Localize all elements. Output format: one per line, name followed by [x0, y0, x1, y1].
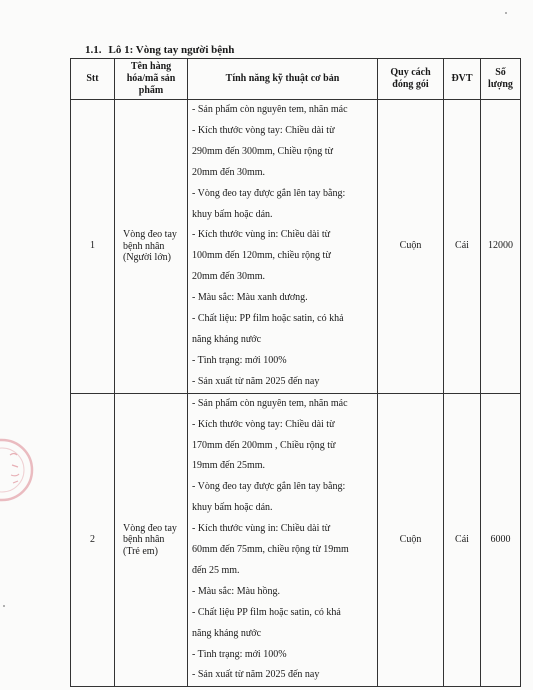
header-packing: Quy cách đóng gói	[378, 59, 444, 100]
spec-line: - Sản phẩm còn nguyên tem, nhãn mác	[192, 104, 348, 115]
spec-line: - Màu sắc: Màu xanh dương.	[192, 292, 308, 304]
spec-line: - Sản phẩm còn nguyên tem, nhãn mác	[192, 397, 348, 409]
table-row	[71, 100, 521, 394]
section-number: 1.1.	[85, 44, 102, 56]
spec-line: - Tình trạng: mới 100%	[192, 354, 287, 366]
spec-line: năng kháng nước	[192, 333, 262, 345]
spec-line: khuy bấm hoặc dán.	[192, 208, 273, 220]
product-table	[70, 58, 521, 687]
row-spec	[188, 100, 378, 394]
row-stt: 2	[71, 393, 115, 687]
spec-line: - Chất liệu PP film hoặc satin, có khả	[192, 606, 341, 618]
red-seal-stamp	[0, 425, 34, 515]
spec-line: - Kích thước vòng tay: Chiều dài từ	[192, 418, 335, 430]
row-unit: Cái	[444, 100, 481, 394]
scan-speck	[505, 12, 507, 14]
spec-line: - Tình trạng: mới 100%	[192, 648, 287, 660]
section-title: Lô 1: Vòng tay người bệnh	[108, 44, 235, 56]
header-stt: Stt	[71, 59, 115, 100]
spec-line: 20mm đến 30mm.	[192, 271, 266, 283]
spec-line: - Sản xuất từ năm 2025 đến nay	[192, 375, 320, 387]
row-stt: 1	[71, 100, 115, 394]
header-spec: Tính năng kỹ thuật cơ bản	[188, 59, 378, 100]
row-product-name: Vòng đeo tay bệnh nhân (Trẻ em)	[115, 393, 188, 687]
row-qty: 12000	[481, 100, 521, 394]
spec-line: - Vòng đeo tay được gắn lên tay bằng:	[192, 481, 346, 493]
table-header-row	[71, 59, 521, 100]
spec-line: 19mm đến 25mm.	[192, 460, 266, 472]
section-heading	[85, 44, 234, 56]
spec-line: - Sản xuất từ năm 2025 đến nay	[192, 669, 320, 681]
row-product-name: Vòng đeo tay bệnh nhân (Người lớn)	[115, 100, 188, 394]
row-unit: Cái	[444, 393, 481, 687]
header-unit: ĐVT	[444, 59, 481, 100]
spec-line: - Kích thước vùng in: Chiều dài từ	[192, 523, 331, 535]
scan-speck	[3, 605, 5, 607]
row-packing: Cuộn	[378, 393, 444, 687]
spec-line: 170mm đến 200mm , Chiều rộng từ	[192, 439, 336, 451]
spec-line: - Chất liệu: PP film hoặc satin, có khả	[192, 313, 344, 325]
spec-line: đến 25 mm.	[192, 564, 240, 576]
header-name: Tên hàng hóa/mã sản phẩm	[115, 59, 188, 100]
spec-line: - Kích thước vùng in: Chiều dài từ	[192, 229, 331, 241]
spec-line: - Kích thước vòng tay: Chiều dài từ	[192, 124, 335, 136]
spec-line: 20mm đến 30mm.	[192, 166, 266, 178]
spec-line: 290mm đến 300mm, Chiều rộng từ	[192, 145, 333, 157]
row-packing: Cuộn	[378, 100, 444, 394]
spec-line: - Màu sắc: Màu hồng.	[192, 585, 281, 597]
table-row	[71, 393, 521, 687]
row-spec	[188, 393, 378, 687]
row-qty: 6000	[481, 393, 521, 687]
spec-line: - Vòng đeo tay được gắn lên tay bằng:	[192, 187, 346, 199]
seal-graphic	[0, 425, 34, 515]
header-qty: Số lượng	[481, 59, 521, 100]
spec-line: năng kháng nước	[192, 627, 262, 639]
spec-line: 100mm đến 120mm, chiều rộng từ	[192, 250, 331, 262]
spec-line: khuy bấm hoặc dán.	[192, 502, 273, 514]
spec-line: 60mm đến 75mm, chiều rộng từ 19mm	[192, 544, 349, 556]
